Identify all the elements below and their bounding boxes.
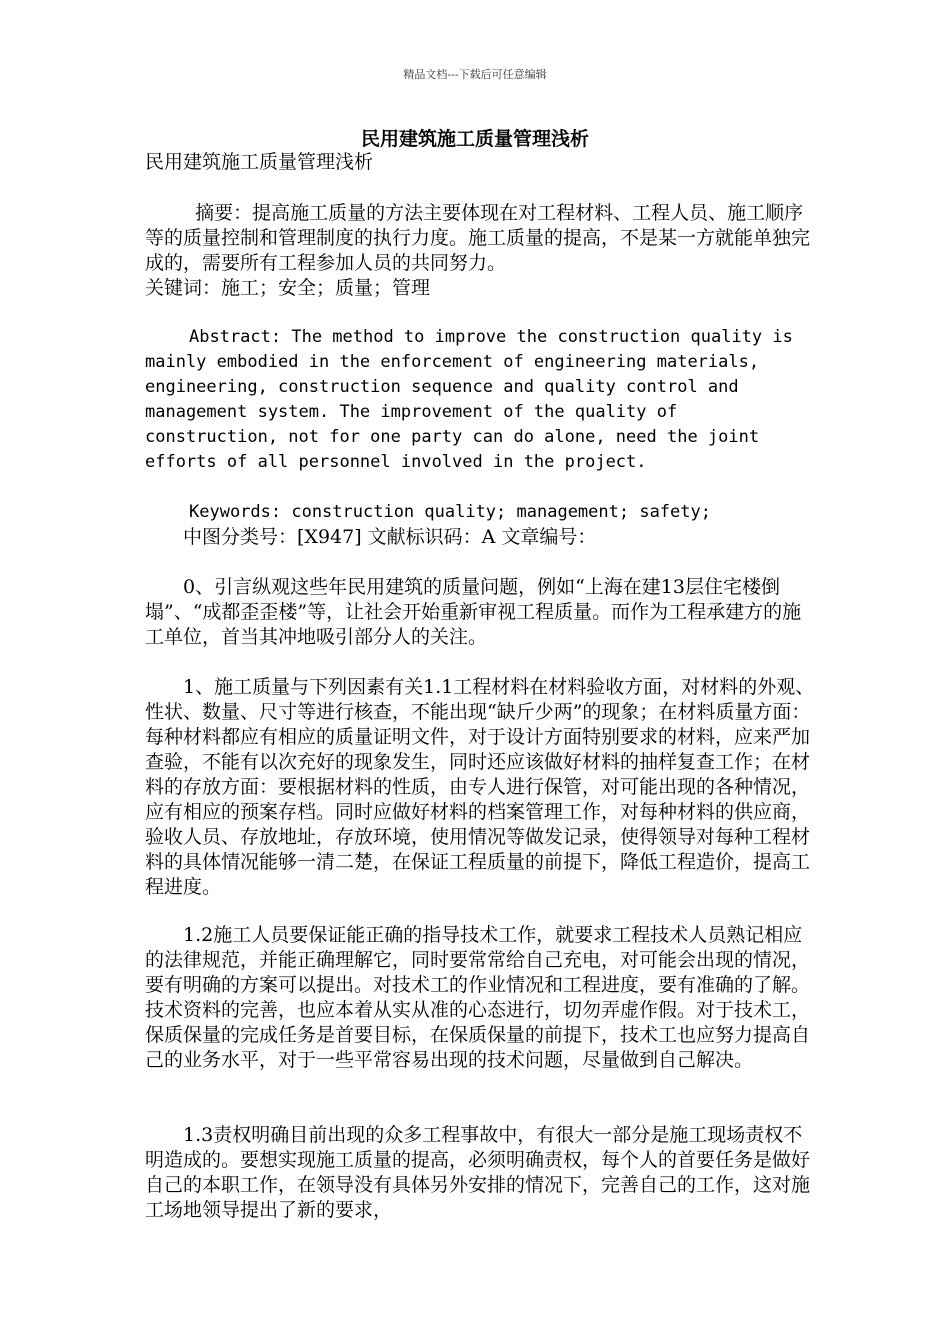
paragraph-responsibility: 1.3责权明确目前出现的众多工程事故中，有很大一部分是施工现场责权不明造成的。要想实现施工质量的提高，必须明确责权，每个人的首要任务是做好自己的本职工作，在领导没有具体另外安排的情况下，完善自己的工作，这对施工场地领导提出了新的要求， (145, 1124, 811, 1221)
classification-line: 中图分类号：[X947] 文献标识码：A 文章编号： (183, 526, 597, 548)
paragraph-personnel: 1.2施工人员要保证能正确的指导技术工作，就要求工程技术人员熟记相应的法律规范，并能正确理解它，同时要常常给自己充电，对可能会出现的情况，要有明确的方案可以提出。对技术工的作业情况和工程进度，要有准确的了解。技术资料的完善，也应本着从实从准的心态进行，切勿弄虚作假。对于技术工，保质保量的完成任务是首要目标，在保质保量的前提下，技术工也应努力提高自己的业务水平，对于一些平常容易出现的技术问题，尽量做到自己解决。 (145, 924, 811, 1071)
header-note: 精品文档---下载后可任意编辑 (403, 68, 547, 81)
paragraph-materials: 1、施工质量与下列因素有关1.1工程材料在材料验收方面，对材料的外观、性状、数量、尺寸等进行核查，不能出现“缺斤少两”的现象；在材料质量方面：每种材料都应有相应的质量证明文件，对于设计方面特别要求的材料，应来严加查验，不能有以次充好的现象发生，同时还应该做好材料的抽样复查工作；在材料的存放方面：要根据材料的性质，由专人进行保管，对可能出现的各种情况，应有相应的预案存档。同时应做好材料的档案管理工作，对每种材料的供应商，验收人员、存放地址，存放环境，使用情况等做发记录，使得领导对每种工程材料的具体情况能够一清二楚，在保证工程质量的前提下，降低工程造价，提高工程进度。 (145, 676, 815, 898)
subtitle: 民用建筑施工质量管理浅析 (145, 151, 374, 173)
page-title: 民用建筑施工质量管理浅析 (360, 128, 589, 150)
keywords-en: Keywords: construction quality; management; safety; (189, 502, 711, 522)
abstract-cn: 摘要：提高施工质量的方法主要体现在对工程材料、工程人员、施工顺序等的质量控制和管理制度的执行力度。施工质量的提高，不是某一方就能单独完成的，需要所有工程参加人员的共同努力。 (145, 202, 811, 274)
keywords-cn: 关键词：施工；安全；质量；管理 (145, 277, 431, 299)
paragraph-introduction: 0、引言纵观这些年民用建筑的质量问题，例如“上海在建13层住宅楼倒塌”、“成都歪歪楼”等，让社会开始重新审视工程质量。而作为工程承建方的施工单位，首当其冲地吸引部分人的关注。 (145, 576, 802, 648)
abstract-en: Abstract: The method to improve the construction quality is mainly embodied in the enforcement of engineering materials, engineering, construction sequence and quality control and management system. The improvement of the quality of construction, not for one party can do alone, need the joint efforts of all personnel involved in the project. (145, 327, 804, 472)
